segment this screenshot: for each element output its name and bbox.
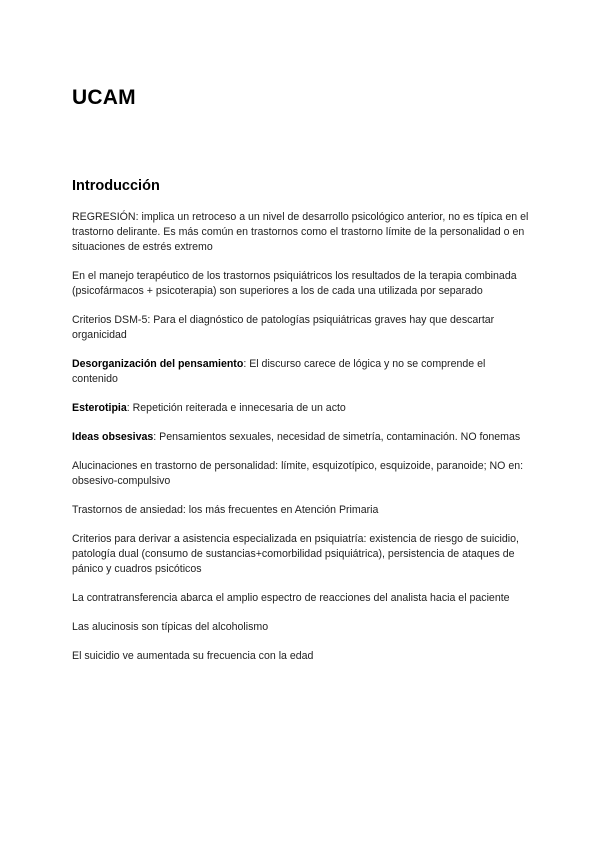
paragraph-bold-term: Ideas obsesivas xyxy=(72,431,154,443)
document-title: UCAM xyxy=(72,86,136,109)
paragraph-contratransferencia xyxy=(72,591,532,606)
paragraph-suicidio xyxy=(72,649,532,664)
paragraph-ideas-obsesivas xyxy=(72,430,532,445)
paragraph-regresion xyxy=(72,210,532,255)
paragraph-desorganizacion xyxy=(72,357,532,387)
paragraph-text: La contratransferencia abarca el amplio espectro de reacciones del analista hacia el paciente xyxy=(72,592,510,604)
paragraph-alucinaciones xyxy=(72,459,532,489)
paragraph-alucinosis xyxy=(72,620,532,635)
paragraph-text: REGRESIÓN: implica un retroceso a un nivel de desarrollo psicológico anterior, no es típica en el trastorno delirante. Es más común en trastornos como el trastorno límite de la personalidad o en situaciones de estrés extremo xyxy=(72,211,529,253)
paragraph-text: En el manejo terapéutico de los trastornos psiquiátricos los resultados de la terapia combinada (psicofármacos + psicoterapia) son superiores a los de cada una utilizada por separado xyxy=(72,270,517,297)
paragraph-text: : Pensamientos sexuales, necesidad de simetría, contaminación. NO fonemas xyxy=(153,431,521,443)
paragraph-text: : Repetición reiterada e innecesaria de un acto xyxy=(126,402,346,414)
paragraph-text: : El discurso carece de lógica y no se comprende el contenido xyxy=(72,358,486,385)
paragraph-esterotipia xyxy=(72,401,532,416)
paragraph-text: Las alucinosis son típicas del alcoholismo xyxy=(72,621,269,633)
paragraph-ansiedad xyxy=(72,503,532,518)
paragraph-bold-term: Esterotipia xyxy=(72,402,127,414)
paragraph-text: El suicidio ve aumentada su frecuencia con la edad xyxy=(72,650,314,662)
paragraph-text: Criterios DSM-5: Para el diagnóstico de patologías psiquiátricas graves hay que descartar organicidad xyxy=(72,314,495,341)
paragraph-criterios-dsm5 xyxy=(72,313,532,343)
paragraph-terapia-combinada xyxy=(72,269,532,299)
paragraph-derivar-psiquiatria xyxy=(72,532,532,577)
paragraph-bold-term: Desorganización del pensamiento xyxy=(72,358,244,370)
paragraph-text: Criterios para derivar a asistencia especializada en psiquiatría: existencia de riesgo de suicidio, patología dual (consumo de sustancias+comorbilidad psiquiátrica), persistencia de ataques de pánico y cuadros psicóticos xyxy=(72,533,519,575)
paragraph-text: Alucinaciones en trastorno de personalidad: límite, esquizotípico, esquizoide, paranoide; NO en: obsesivo-compulsivo xyxy=(72,460,524,487)
document-body xyxy=(72,210,532,678)
paragraph-text: Trastornos de ansiedad: los más frecuentes en Atención Primaria xyxy=(72,504,379,516)
section-heading: Introducción xyxy=(72,178,160,194)
